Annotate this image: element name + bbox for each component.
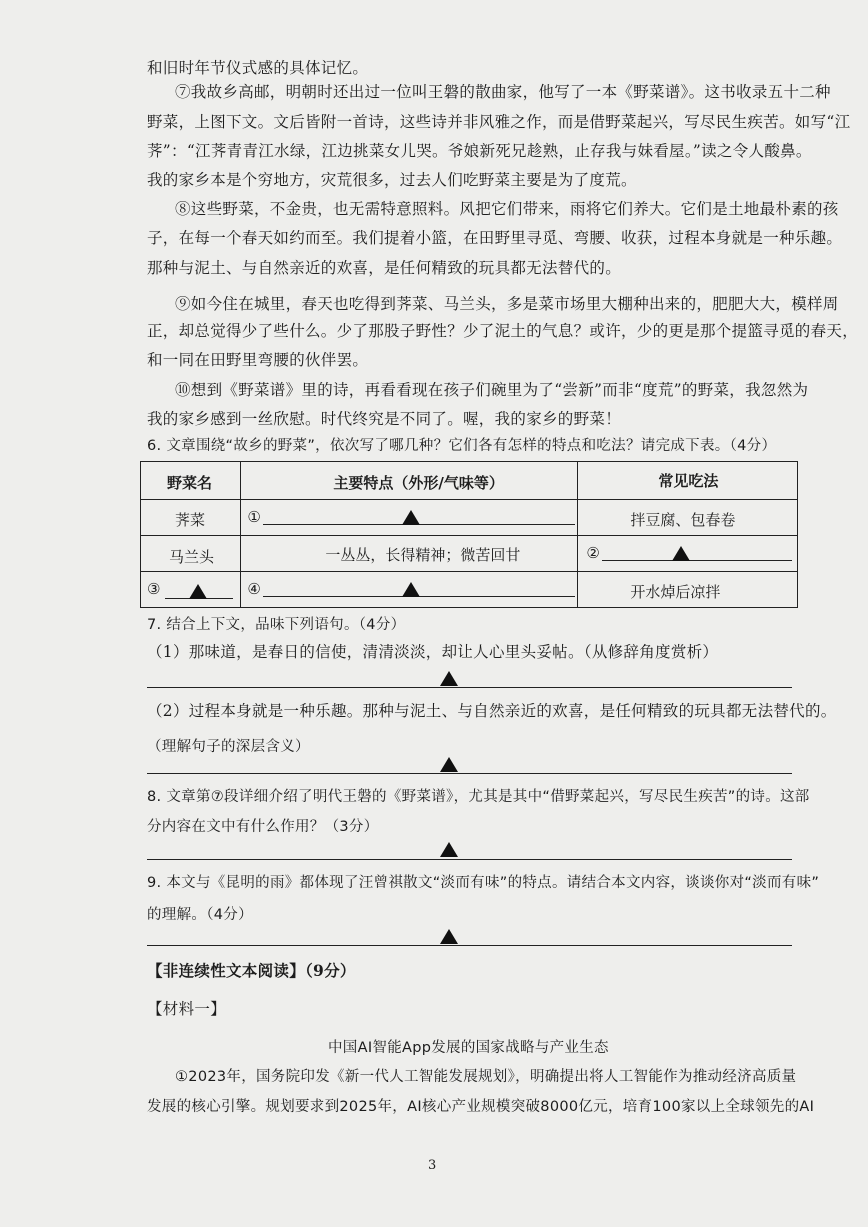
table-cell-feature: ④ — [241, 572, 578, 608]
passage-line: 正，却总觉得少了些什么。少了那股子野性？少了泥土的气息？或许，少的更是那个提篮寻觅的春天， — [147, 322, 859, 340]
table-cell-name: ③ — [141, 572, 241, 608]
answer-triangle-icon — [189, 584, 207, 599]
passage-line: 和旧时年节仪式感的具体记忆。 — [147, 59, 369, 77]
question-7-item-1: （1）那味道，是春日的信使，清清淡淡，却让人心里头妥帖。（从修辞角度赏析） — [147, 643, 719, 661]
passage-line: ⑦我故乡高邮，明朝时还出过一位叫王磐的散曲家，他写了一本《野菜谱》。这书收录五十二种 — [175, 83, 831, 101]
answer-triangle-icon — [440, 842, 458, 857]
passage-line: ⑧这些野菜，不金贵，也无需特意照料。风把它们带来，雨将它们养大。它们是土地最朴素的孩 — [175, 200, 839, 218]
passage-line: 子，在每一个春天如约而至。我们提着小篮，在田野里寻觅、弯腰、收获，过程本身就是一种乐趣。 — [147, 229, 843, 247]
answer-triangle-icon — [402, 510, 420, 525]
table-cell-method: 拌豆腐、包春卷 — [578, 500, 798, 536]
answer-triangle-icon — [440, 757, 458, 772]
question-6-stem: 6. 文章围绕“故乡的野菜”，依次写了哪几种？它们各有怎样的特点和吃法？请完成下表。（4分） — [147, 438, 777, 454]
question-9-line-2: 的理解。（4分） — [147, 907, 253, 923]
passage-line: 那种与泥土、与自然亲近的欢喜，是任何精致的玩具都无法替代的。 — [147, 259, 622, 277]
answer-table — [140, 461, 798, 608]
question-9-line-1: 9. 本文与《昆明的雨》都体现了汪曾祺散文“淡而有味”的特点。请结合本文内容，谈谈你对“淡而有味” — [147, 875, 820, 891]
material-paragraph-line: ①2023年，国务院印发《新一代人工智能发展规划》，明确提出将人工智能作为推动经济高质量 — [175, 1069, 797, 1085]
table-cell-feature: 一丛丛，长得精神；微苦回甘 — [241, 536, 578, 572]
section-heading: 【非连续性文本阅读】（9分） — [147, 961, 356, 980]
table-cell-name: 马兰头 — [141, 536, 241, 572]
table-header-feature: 主要特点（外形/气味等） — [241, 462, 578, 500]
answer-blank-line — [602, 560, 792, 561]
table-header-method: 常见吃法 — [578, 462, 798, 500]
table-cell-feature: ① — [241, 500, 578, 536]
answer-triangle-icon — [440, 671, 458, 686]
material-paragraph-line: 发展的核心引擎。规划要求到2025年，AI核心产业规模突破8000亿元，培育100家以上全球领先的AI — [147, 1099, 815, 1115]
answer-line — [147, 859, 792, 860]
passage-line: ⑨如今住在城里，春天也吃得到荠菜、马兰头，多是菜市场里大棚种出来的，肥肥大大，模样周 — [175, 295, 839, 313]
answer-triangle-icon — [402, 582, 420, 597]
answer-triangle-icon — [672, 546, 690, 561]
passage-line: 我的家乡感到一丝欣慰。时代终究是不同了。喔，我的家乡的野菜！ — [147, 410, 622, 428]
passage-line: 野菜，上图下文。文后皆附一首诗，这些诗并非风雅之作，而是借野菜起兴，写尽民生疾苦。如写“江 — [147, 113, 851, 131]
question-7-stem: 7. 结合上下文，品味下列语句。（4分） — [147, 617, 406, 633]
answer-line — [147, 945, 792, 946]
answer-line — [147, 687, 792, 688]
question-7-item-2: （2）过程本身就是一种乐趣。那种与泥土、与自然亲近的欢喜，是任何精致的玩具都无法替代的。 — [147, 702, 837, 720]
table-header-name: 野菜名 — [141, 462, 241, 500]
page-number: 3 — [428, 1158, 437, 1173]
question-8-line-2: 分内容在文中有什么作用？（3分） — [147, 819, 379, 835]
question-7-item-2-note: （理解句子的深层含义） — [147, 739, 310, 755]
table-cell-method: 开水焯后凉拌 — [578, 572, 798, 608]
passage-line: ⑩想到《野菜谱》里的诗，再看看现在孩子们碗里为了“尝新”而非“度荒”的野菜，我忽然为 — [175, 381, 809, 399]
question-8-line-1: 8. 文章第⑦段详细介绍了明代王磐的《野菜谱》，尤其是其中“借野菜起兴，写尽民生疾苦”的诗。这部 — [147, 789, 810, 805]
table-cell-method: ② — [578, 536, 798, 572]
table-cell-name: 荠菜 — [141, 500, 241, 536]
passage-line: 我的家乡本是个穷地方，灾荒很多，过去人们吃野菜主要是为了度荒。 — [147, 171, 637, 189]
material-title: 中国AI智能App发展的国家战略与产业生态 — [328, 1040, 609, 1056]
answer-triangle-icon — [440, 929, 458, 944]
passage-line: 和一同在田野里弯腰的伙伴罢。 — [147, 351, 369, 369]
passage-line: 荠”：“江荠青青江水绿，江边挑菜女儿哭。爷娘新死兄趁熟，止存我与妹看屋。”读之令人酸鼻。 — [147, 142, 812, 160]
answer-line — [147, 773, 792, 774]
material-label: 【材料一】 — [147, 1000, 227, 1018]
